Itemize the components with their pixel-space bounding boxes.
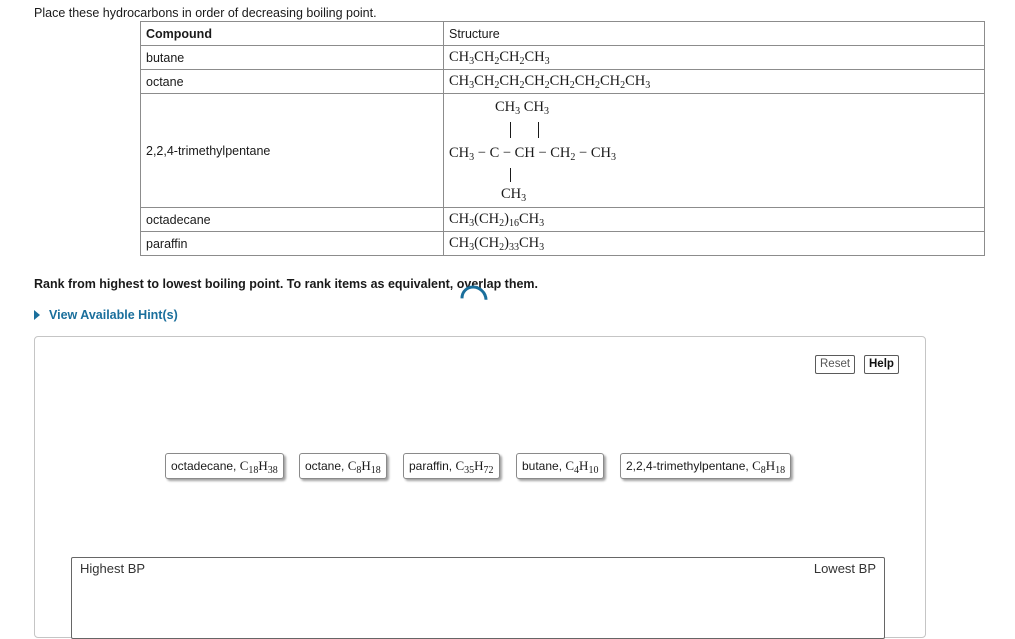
compound-name: octane <box>141 70 444 94</box>
ranking-dropzone[interactable] <box>71 557 885 639</box>
ranking-panel <box>34 336 926 638</box>
compound-name: butane <box>141 46 444 70</box>
structure-formula: $CH_3(CH_2)_{33}CH_3$ <box>444 232 985 256</box>
reset-button[interactable]: Reset <box>815 355 855 374</box>
item-trimethylpentane[interactable]: 2,2,4-trimethylpentane, $C_8H_{18}$ <box>620 453 791 479</box>
item-label: paraffin, <box>409 459 456 473</box>
header-structure: Structure <box>444 22 985 46</box>
table-row <box>141 94 985 208</box>
lowest-bp-label: Lowest BP <box>813 561 876 576</box>
structure-formula: $CH_3CH_2CH_2CH_3$ <box>444 46 985 70</box>
table-row <box>141 208 985 232</box>
help-button[interactable]: Help <box>864 355 899 374</box>
triangle-right-icon <box>34 310 40 320</box>
item-label: octadecane, <box>171 459 240 473</box>
ranking-instruction: Rank from highest to lowest boiling point. To rank items as equivalent, overlap them. <box>34 277 539 291</box>
header-compound: Compound <box>141 22 444 46</box>
structure-formula <box>444 94 985 208</box>
compound-name: octadecane <box>141 208 444 232</box>
table-row <box>141 232 985 256</box>
item-label: octane, <box>305 459 348 473</box>
view-hints-link[interactable] <box>34 308 178 322</box>
compound-table <box>140 21 985 256</box>
item-paraffin[interactable]: paraffin, $C_{35}H_{72}$ <box>403 453 500 479</box>
item-octane[interactable]: octane, $C_8H_{18}$ <box>299 453 387 479</box>
item-octadecane[interactable]: octadecane, $C_{18}H_{38}$ <box>165 453 284 479</box>
compound-name: paraffin <box>141 232 444 256</box>
table-row <box>141 70 985 94</box>
compound-name: 2,2,4-trimethylpentane <box>141 94 444 208</box>
branched-structure: $CH_3$ $CH_3$ $CH_3 - C$ − CH − $CH_2 - CH_3$ $CH_3$ <box>449 99 616 204</box>
item-butane[interactable]: butane, $C_4H_{10}$ <box>516 453 604 479</box>
table-row <box>141 46 985 70</box>
item-label: 2,2,4-trimethylpentane, <box>626 459 753 473</box>
item-label: butane, <box>522 459 566 473</box>
structure-formula: $CH_3(CH_2)_{16}CH_3$ <box>444 208 985 232</box>
structure-formula: $CH_3CH_2CH_2CH_2CH_2CH_2CH_2CH_3$ <box>444 70 985 94</box>
hint-link-label: View Available Hint(s) <box>49 308 178 322</box>
highest-bp-label: Highest BP <box>80 561 146 576</box>
question-prompt: Place these hydrocarbons in order of decreasing boiling point. <box>34 6 377 20</box>
